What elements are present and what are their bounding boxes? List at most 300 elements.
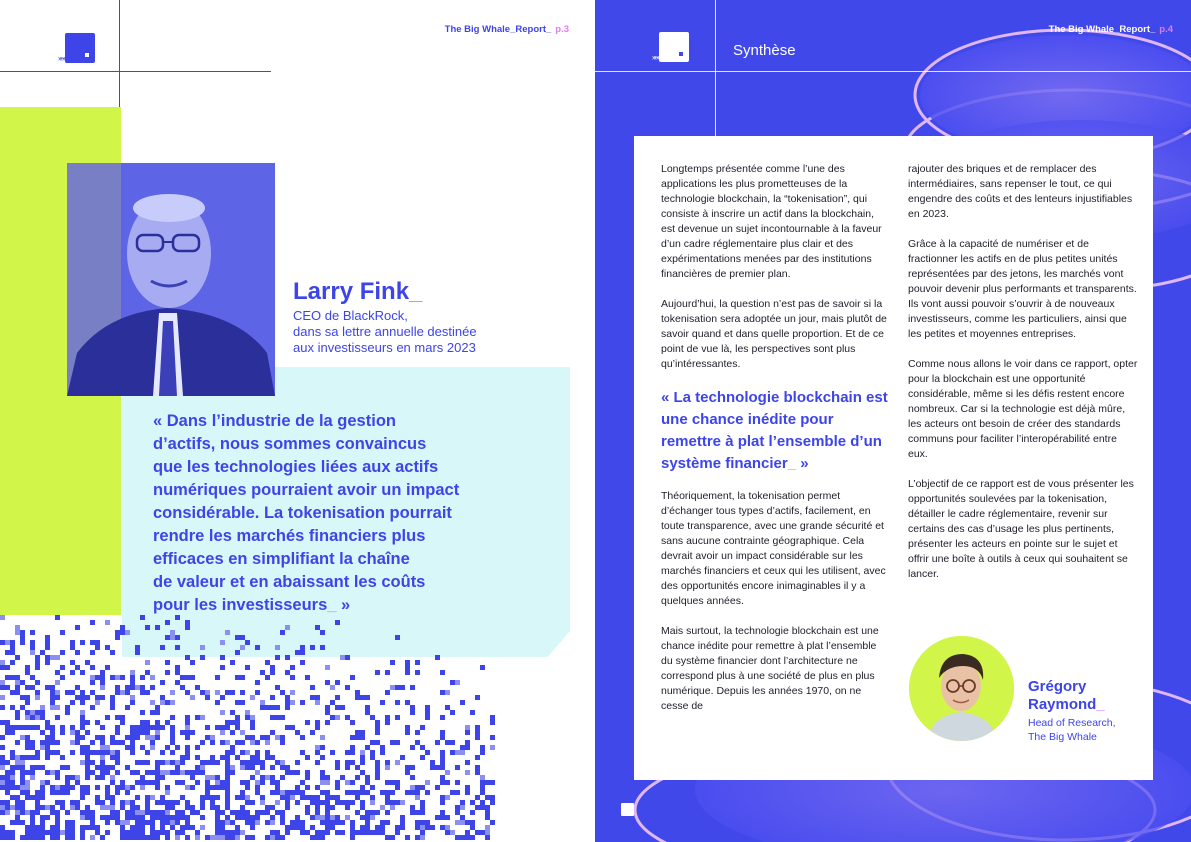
pixel-cell — [65, 780, 70, 785]
pixel-cell — [270, 775, 275, 780]
pixel-cell — [305, 720, 310, 725]
pixel-cell — [50, 835, 55, 840]
pixel-cell — [410, 705, 415, 710]
pixel-cell — [290, 790, 295, 795]
pixel-cell — [160, 750, 165, 755]
pixel-cell — [25, 755, 30, 760]
pixel-cell — [60, 830, 65, 835]
pixel-cell — [320, 770, 325, 775]
pixel-cell — [160, 770, 165, 775]
pixel-cell — [285, 725, 290, 730]
pixel-cell — [145, 780, 150, 785]
pixel-cell — [35, 805, 40, 810]
pixel-cell — [150, 725, 155, 730]
pixel-cell — [15, 630, 20, 635]
paragraph: Mais surtout, la technologie blockchain est une chance inédite pour remettre à plat l’ensemble du système financier dont l’architecture ne correspond plus à une société de plus en plus numérique. Depuis les années 1970, on ne cesse de — [661, 625, 879, 712]
pixel-cell — [10, 775, 15, 780]
pixel-cell — [245, 750, 250, 755]
pixel-cell — [220, 665, 225, 670]
pixel-cell — [155, 770, 160, 775]
pixel-cell — [130, 810, 135, 815]
pixel-cell — [85, 825, 90, 830]
pixel-cell — [130, 725, 135, 730]
pixel-cell — [190, 825, 195, 830]
pixel-cell — [300, 660, 305, 665]
pixel-cell — [160, 680, 165, 685]
pixel-cell — [295, 770, 300, 775]
pixel-cell — [50, 685, 55, 690]
pixel-cell — [360, 735, 365, 740]
pixel-cell — [220, 695, 225, 700]
pixel-cell — [480, 830, 485, 835]
pixel-cell — [305, 775, 310, 780]
pixel-cell — [210, 740, 215, 745]
pixel-cell — [170, 690, 175, 695]
paragraph: Longtemps présentée comme l’une des applications les plus prometteuses de la technologie blockchain, la “tokenisation”, qui consiste à inscrire un actif dans la blockchain, est devenue un sujet incontournable à la faveur d’un cadre réglementaire plus clair et des expérimentations menées par des institutions financières de premier plan. — [661, 163, 882, 280]
pixel-cell — [110, 775, 115, 780]
pixel-cell — [195, 745, 200, 750]
pixel-cell — [305, 805, 310, 810]
pixel-cell — [470, 710, 475, 715]
pixel-cell — [325, 795, 330, 800]
pixel-cell — [460, 820, 465, 825]
pixel-cell — [285, 790, 290, 795]
pixel-cell — [140, 780, 145, 785]
pixel-cell — [175, 830, 180, 835]
pixel-cell — [225, 820, 230, 825]
pixel-cell — [35, 725, 40, 730]
pixel-cell — [300, 780, 305, 785]
pixel-cell — [55, 670, 60, 675]
pixel-cell — [360, 760, 365, 765]
pixel-cell — [195, 685, 200, 690]
pixel-cell — [415, 790, 420, 795]
pixel-cell — [400, 815, 405, 820]
pixel-cell — [80, 745, 85, 750]
pixel-cell — [200, 800, 205, 805]
pixel-cell — [170, 700, 175, 705]
pixel-cell — [395, 800, 400, 805]
pixel-cell — [30, 775, 35, 780]
pixel-cell — [220, 830, 225, 835]
pixel-cell — [245, 715, 250, 720]
pixel-cell — [85, 695, 90, 700]
pixel-cell — [345, 800, 350, 805]
pixel-cell — [285, 705, 290, 710]
pixel-cell — [160, 810, 165, 815]
pixel-cell — [175, 765, 180, 770]
pixel-cell — [20, 680, 25, 685]
pixel-cell — [130, 800, 135, 805]
pixel-cell — [285, 805, 290, 810]
pixel-cell — [195, 780, 200, 785]
pixel-cell — [165, 790, 170, 795]
pixel-cell — [5, 650, 10, 655]
pixel-cell — [230, 710, 235, 715]
pixel-cell — [65, 820, 70, 825]
pixel-cell — [0, 800, 5, 805]
pixel-cell — [440, 815, 445, 820]
pixel-cell — [190, 730, 195, 735]
pixel-cell — [75, 685, 80, 690]
pixel-cell — [130, 785, 135, 790]
pixel-cell — [360, 785, 365, 790]
pixel-cell — [255, 690, 260, 695]
pixel-cell — [150, 835, 155, 840]
pixel-cell — [55, 830, 60, 835]
pixel-cell — [280, 795, 285, 800]
pixel-cell — [125, 685, 130, 690]
pixel-cell — [40, 815, 45, 820]
pixel-cell — [465, 790, 470, 795]
pixel-cell — [435, 765, 440, 770]
pixel-cell — [20, 775, 25, 780]
pixel-cell — [145, 720, 150, 725]
pixel-cell — [20, 820, 25, 825]
pixel-cell — [5, 725, 10, 730]
pixel-cell — [40, 780, 45, 785]
pixel-cell — [60, 765, 65, 770]
pixel-cell — [310, 645, 315, 650]
pixel-cell — [160, 700, 165, 705]
pixel-cell — [300, 645, 305, 650]
pixel-cell — [480, 775, 485, 780]
pixel-cell — [15, 725, 20, 730]
pixel-cell — [150, 710, 155, 715]
pixel-cell — [25, 665, 30, 670]
pixel-cell — [55, 715, 60, 720]
pixel-cell — [245, 810, 250, 815]
pixel-cell — [70, 640, 75, 645]
pixel-cell — [125, 835, 130, 840]
pixel-cell — [425, 780, 430, 785]
pixel-cell — [465, 745, 470, 750]
pixel-cell — [265, 735, 270, 740]
pixel-cell — [140, 675, 145, 680]
pixel-cell — [155, 835, 160, 840]
pixel-cell — [70, 835, 75, 840]
right-page — [595, 0, 1191, 842]
pixel-cell — [240, 635, 245, 640]
pixel-cell — [60, 650, 65, 655]
pixel-cell — [460, 700, 465, 705]
pixel-cell — [470, 800, 475, 805]
pixel-cell — [230, 660, 235, 665]
pixel-cell — [5, 760, 10, 765]
pixel-cell — [200, 655, 205, 660]
pixel-cell — [335, 815, 340, 820]
pixel-cell — [190, 660, 195, 665]
pixel-cell — [225, 780, 230, 785]
pixel-cell — [425, 705, 430, 710]
pixel-cell — [250, 720, 255, 725]
pixel-cell — [415, 740, 420, 745]
pixel-cell — [375, 670, 380, 675]
pixel-cell — [415, 810, 420, 815]
pixel-cell — [110, 780, 115, 785]
quote-line: numériques pourraient avoir un impact — [153, 481, 460, 499]
pixel-cell — [75, 695, 80, 700]
pixel-cell — [415, 825, 420, 830]
pixel-cell — [45, 685, 50, 690]
pixel-cell — [335, 765, 340, 770]
pixel-cell — [420, 805, 425, 810]
pixel-cell — [345, 655, 350, 660]
pixel-cell — [85, 815, 90, 820]
pixel-cell — [150, 830, 155, 835]
pixel-cell — [10, 640, 15, 645]
pixel-cell — [190, 785, 195, 790]
pixel-cell — [440, 795, 445, 800]
pixel-cell — [320, 775, 325, 780]
pixel-cell — [265, 675, 270, 680]
pixel-cell — [380, 790, 385, 795]
pixel-cell — [360, 825, 365, 830]
pixel-cell — [250, 820, 255, 825]
pixel-cell — [10, 725, 15, 730]
pixel-cell — [450, 680, 455, 685]
pixel-cell — [135, 770, 140, 775]
pixel-cell — [85, 760, 90, 765]
pixel-cell — [200, 815, 205, 820]
pixel-cell — [170, 740, 175, 745]
pixel-cell — [225, 690, 230, 695]
pixel-cell — [235, 835, 240, 840]
pixel-cell — [315, 760, 320, 765]
pixel-cell — [185, 735, 190, 740]
pixel-cell — [300, 795, 305, 800]
pixel-cell — [155, 775, 160, 780]
pixel-cell — [310, 835, 315, 840]
pixel-cell — [260, 780, 265, 785]
pixel-cell — [450, 740, 455, 745]
pixel-cell — [325, 780, 330, 785]
pixel-cell — [210, 775, 215, 780]
pixel-cell — [445, 770, 450, 775]
pixel-cell — [125, 785, 130, 790]
pixel-cell — [465, 835, 470, 840]
pixel-cell — [225, 835, 230, 840]
pixel-cell — [330, 825, 335, 830]
pixel-cell — [255, 780, 260, 785]
pixel-cell — [155, 765, 160, 770]
synthesis-card — [634, 136, 1153, 780]
pixel-cell — [395, 635, 400, 640]
pixel-cell — [415, 820, 420, 825]
pixel-cell — [130, 815, 135, 820]
pixel-cell — [225, 720, 230, 725]
pixel-cell — [150, 675, 155, 680]
pixel-cell — [390, 780, 395, 785]
pixel-cell — [200, 740, 205, 745]
pixel-cell — [140, 820, 145, 825]
pixel-cell — [160, 815, 165, 820]
pixel-cell — [25, 685, 30, 690]
pixel-cell — [35, 765, 40, 770]
pixel-cell — [140, 810, 145, 815]
pixel-cell — [105, 750, 110, 755]
speaker-name-underscore: _ — [409, 278, 423, 305]
pixel-cell — [325, 775, 330, 780]
pixel-cell — [50, 735, 55, 740]
pixel-cell — [435, 815, 440, 820]
pixel-cell — [80, 725, 85, 730]
pixel-cell — [355, 795, 360, 800]
pixel-cell — [230, 750, 235, 755]
speaker-name — [293, 278, 422, 306]
pixel-cell — [315, 830, 320, 835]
pixel-cell — [55, 820, 60, 825]
pixel-cell — [320, 830, 325, 835]
pixel-cell — [30, 650, 35, 655]
section-title: Synthèse — [733, 42, 796, 59]
pixel-cell — [185, 800, 190, 805]
pixel-cell — [390, 685, 395, 690]
pixel-cell — [470, 825, 475, 830]
pixel-cell — [280, 630, 285, 635]
pixel-cell — [410, 785, 415, 790]
pixel-cell — [215, 780, 220, 785]
pixel-cell — [5, 775, 10, 780]
pixel-cell — [35, 710, 40, 715]
pixel-cell — [155, 720, 160, 725]
pixel-cell — [190, 695, 195, 700]
pixel-cell — [45, 750, 50, 755]
pixel-cell — [490, 800, 495, 805]
pixel-cell — [90, 680, 95, 685]
pixel-cell — [80, 835, 85, 840]
pixel-cell — [5, 770, 10, 775]
pixel-cell — [140, 685, 145, 690]
pixel-cell — [30, 810, 35, 815]
pixel-cell — [315, 625, 320, 630]
pixel-cell — [45, 830, 50, 835]
author-role — [1028, 716, 1116, 744]
pixel-cell — [425, 825, 430, 830]
pixel-cell — [195, 770, 200, 775]
pixel-cell — [240, 740, 245, 745]
pixel-cell — [460, 835, 465, 840]
pixel-cell — [465, 770, 470, 775]
pixel-cell — [125, 690, 130, 695]
pixel-cell — [15, 715, 20, 720]
pixel-cell — [95, 720, 100, 725]
pixel-cell — [165, 830, 170, 835]
pixel-cell — [175, 815, 180, 820]
pixel-cell — [120, 720, 125, 725]
pixel-cell — [20, 805, 25, 810]
pixel-cell — [105, 820, 110, 825]
pixel-cell — [90, 620, 95, 625]
pixel-cell — [285, 655, 290, 660]
pixel-cell — [150, 810, 155, 815]
pixel-cell — [175, 745, 180, 750]
pixel-cell — [95, 825, 100, 830]
pixel-cell — [160, 830, 165, 835]
pixel-cell — [240, 730, 245, 735]
pixel-cell — [20, 810, 25, 815]
pixel-cell — [395, 825, 400, 830]
pixel-cell — [445, 830, 450, 835]
author-role-line: The Big Whale — [1028, 731, 1097, 743]
pixel-cell — [0, 835, 5, 840]
pixel-cell — [190, 805, 195, 810]
pixel-cell — [15, 755, 20, 760]
author-last-name: Raymond — [1028, 696, 1097, 713]
pixel-cell — [470, 810, 475, 815]
author-avatar — [909, 636, 1014, 741]
pixel-cell — [100, 675, 105, 680]
pixel-cell — [35, 830, 40, 835]
pixel-cell — [230, 690, 235, 695]
pixel-cell — [105, 785, 110, 790]
pixel-cell — [35, 660, 40, 665]
pixel-cell — [425, 715, 430, 720]
pixel-cell — [445, 705, 450, 710]
pixel-cell — [70, 690, 75, 695]
pixel-cell — [120, 715, 125, 720]
pixel-cell — [205, 785, 210, 790]
pixel-cell — [25, 695, 30, 700]
pixel-cell — [185, 730, 190, 735]
pixel-cell — [215, 825, 220, 830]
pixel-cell — [255, 770, 260, 775]
pixel-cell — [190, 810, 195, 815]
pixel-cell — [180, 795, 185, 800]
pixel-cell — [35, 825, 40, 830]
pixel-cell — [215, 760, 220, 765]
pixel-cell — [140, 615, 145, 620]
pixel-cell — [320, 745, 325, 750]
pixel-cell — [55, 835, 60, 840]
pixel-cell — [25, 740, 30, 745]
pixel-cell — [475, 805, 480, 810]
pixel-cell — [430, 825, 435, 830]
pixel-cell — [235, 740, 240, 745]
pixel-cell — [0, 720, 5, 725]
pixel-cell — [95, 675, 100, 680]
pixel-cell — [50, 825, 55, 830]
pixel-cell — [280, 790, 285, 795]
pixel-cell — [30, 715, 35, 720]
pixel-cell — [85, 770, 90, 775]
pixel-cell — [205, 760, 210, 765]
pixel-cell — [25, 725, 30, 730]
pixel-cell — [0, 680, 5, 685]
pixel-cell — [265, 775, 270, 780]
pixel-cell — [465, 820, 470, 825]
pixel-cell — [145, 625, 150, 630]
pixel-cell — [335, 760, 340, 765]
pixel-cell — [360, 750, 365, 755]
pixel-cell — [440, 670, 445, 675]
pixel-cell — [475, 830, 480, 835]
pixel-cell — [110, 695, 115, 700]
pixel-cell — [400, 820, 405, 825]
pixel-cell — [100, 770, 105, 775]
pixel-cell — [25, 790, 30, 795]
pixel-cell — [175, 680, 180, 685]
pixel-cell — [420, 755, 425, 760]
pixel-cell — [115, 820, 120, 825]
pixel-cell — [315, 800, 320, 805]
pixel-cell — [165, 760, 170, 765]
pixel-cell — [180, 780, 185, 785]
pixel-cell — [350, 720, 355, 725]
pixel-cell — [445, 815, 450, 820]
pixel-cell — [405, 765, 410, 770]
pixel-cell — [230, 730, 235, 735]
